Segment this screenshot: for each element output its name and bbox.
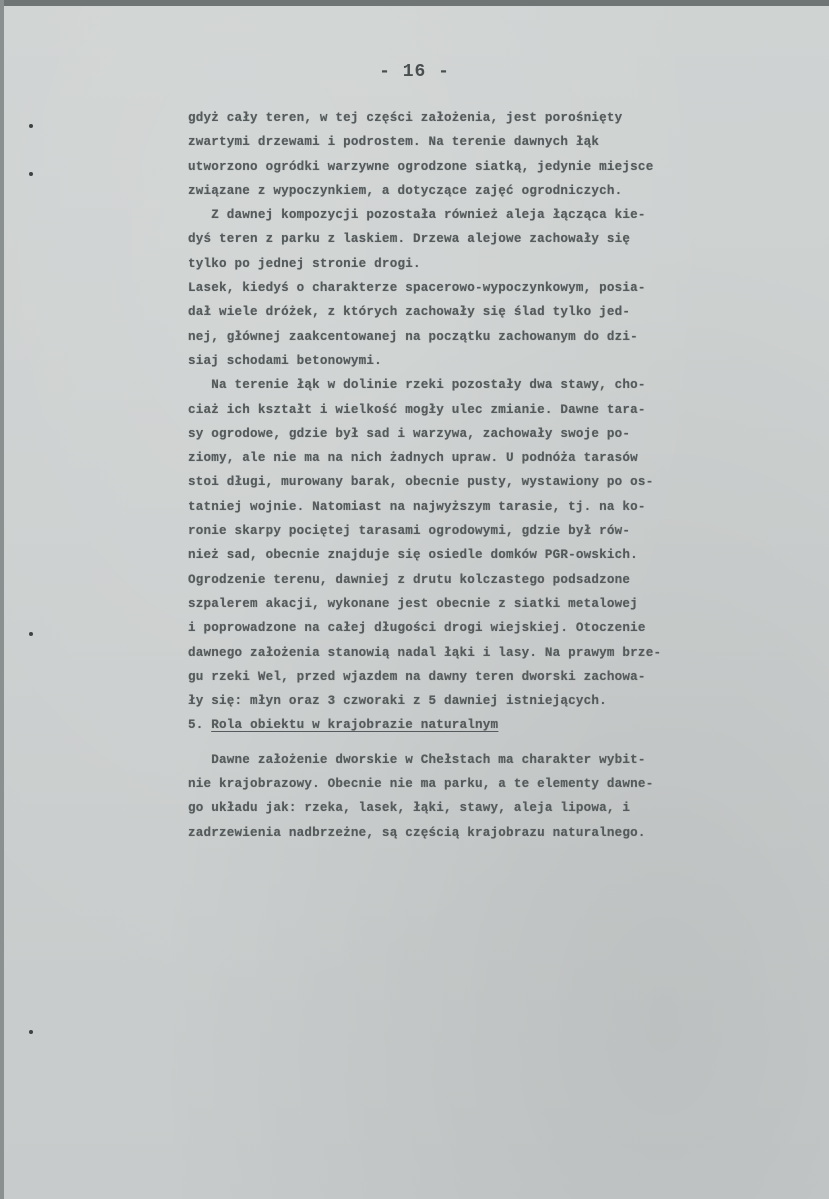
text-line: dawnego założenia stanowią nadal łąki i lasy. Na prawym brze- [188, 645, 662, 660]
text-line: siaj schodami betonowymi. [188, 353, 382, 368]
text-line: Ogrodzenie terenu, dawniej z drutu kolczastego podsadzone [188, 572, 631, 587]
section-title: Rola obiektu w krajobrazie naturalnym [211, 718, 499, 733]
text-line: Lasek, kiedyś o charakterze spacerowo-wypoczynkowym, posia- [188, 281, 646, 296]
text-line: utworzono ogródki warzywne ogrodzone siatką, jedynie miejsce [188, 159, 654, 174]
text-line: szpalerem akacji, wykonane jest obecnie z siatki metalowej [188, 596, 638, 611]
text-line: zadrzewienia nadbrzeżne, są częścią krajobrazu naturalnego. [188, 825, 646, 840]
text-line: nej, głównej zaakcentowanej na początku zachowanym do dzi- [188, 329, 638, 344]
punch-hole-mark [29, 632, 33, 636]
text-line: związane z wypoczynkiem, a dotyczące zajęć ogrodniczych. [188, 183, 623, 198]
scan-top-edge [0, 0, 829, 6]
text-line: ciaż ich kształt i wielkość mogły ulec zmianie. Dawne tara- [188, 402, 646, 417]
paragraph-gap [188, 738, 813, 748]
text-line: dyś teren z parku z laskiem. Drzewa alejowe zachowały się [188, 232, 631, 247]
text-line: gu rzeki Wel, przed wjazdem na dawny teren dworski zachowa- [188, 669, 646, 684]
text-line: tylko po jednej stronie drogi. [188, 256, 421, 271]
section-heading [188, 713, 813, 737]
text-line: ły się: młyn oraz 3 czworaki z 5 dawniej istniejących. [188, 694, 607, 709]
text-line: dał wiele dróżek, z których zachowały się ślad tylko jed- [188, 305, 631, 320]
text-line: i poprowadzone na całej długości drogi wiejskiej. Otoczenie [188, 621, 646, 636]
text-line: Dawne założenie dworskie w Chełstach ma charakter wybit- [188, 752, 646, 767]
punch-hole-mark [29, 1030, 33, 1034]
text-line: stoi długi, murowany barak, obecnie pusty, wystawiony po os- [188, 475, 654, 490]
text-line: nież sad, obecnie znajduje się osiedle domków PGR-owskich. [188, 548, 638, 563]
text-line: Na terenie łąk w dolinie rzeki pozostały dwa stawy, cho- [188, 378, 646, 393]
text-line: tatniej wojnie. Natomiast na najwyższym tarasie, tj. na ko- [188, 499, 646, 514]
text-line: ziomy, ale nie ma na nich żadnych upraw. U podnóża tarasów [188, 451, 638, 466]
text-line: nie krajobrazowy. Obecnie nie ma parku, a te elementy dawne- [188, 777, 654, 792]
text-line: gdyż cały teren, w tej części założenia, jest porośnięty [188, 111, 623, 125]
page-number: - 16 - [379, 62, 450, 82]
text-line: Z dawnej kompozycji pozostała również aleja łącząca kie- [188, 208, 646, 223]
text-line: zwartymi drzewami i podrostem. Na terenie dawnych łąk [188, 135, 600, 150]
scan-left-edge [0, 0, 4, 1199]
text-line: go układu jak: rzeka, lasek, łąki, stawy, aleja lipowa, i [188, 801, 631, 816]
text-line: ronie skarpy pociętej tarasami ogrodowymi, gdzie był rów- [188, 524, 631, 539]
section-number: 5. [188, 718, 204, 733]
text-line: sy ogrodowe, gdzie był sad i warzywa, zachowały swoje po- [188, 426, 631, 441]
body-text [188, 106, 813, 845]
punch-hole-mark [29, 172, 33, 176]
punch-hole-mark [29, 124, 33, 128]
